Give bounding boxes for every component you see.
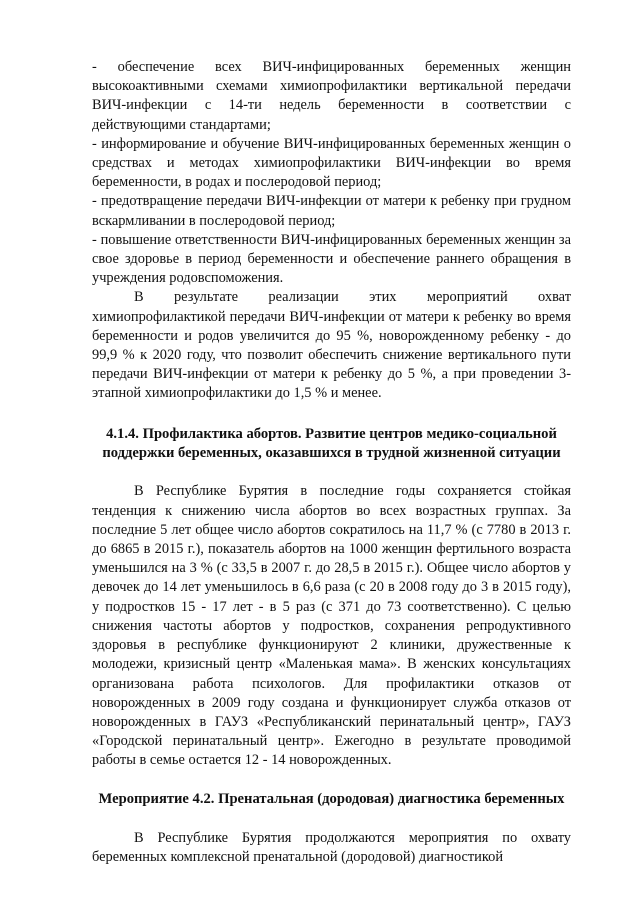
prenatal-diagnostics-paragraph: В Республике Бурятия продолжаются мероприятия по охвату беременных комплексной пренатальной (дородовой) диагностикой xyxy=(92,829,571,866)
list-item: - информирование и обучение ВИЧ-инфицированных беременных женщин о средствах и методах химиопрофилактики ВИЧ-инфекции во время беременности, в родах и послеродовой период; xyxy=(92,135,571,191)
list-item: - предотвращение передачи ВИЧ-инфекции от матери к ребенку при грудном вскармливании в послеродовой период; xyxy=(92,193,571,229)
abortion-prevention-paragraph: В Республике Бурятия в последние годы сохраняется стойкая тенденция к снижению числа абортов во всех возрастных группах. За последние 5 лет общее число абортов сократилось на 11,7 % (с 7780 в 2013 г. до 6865 в 2015 г.), показатель абортов на 1000 женщин фертильного возраста уменьшился на 3 % (с 33,5 в 2007 г. до 28,5 в 2015 г.). Общее число абортов у девочек до 14 лет уменьшилось в 6,6 раза (с 20 в 2008 году до 3 в 2015 году), у подростков 15 - 17 лет - в 5 раз (с 371 до 73 соответственно). С целью снижения частоты абортов у подростков, сохранения репродуктивного здоровья в республике функционируют 2 клиники, дружественные к молодежи, кризисный центр «Маленькая мама». В женских консультациях организована работа психологов. Для профилактики отказов от новорожденных в 2009 году создана и функционирует служба отказов от новорожденных в ГАУЗ «Республиканский перинатальный центр», ГАУЗ «Городской перинатальный центр». Ежегодно в результате проводимой работы в семье остается 12 - 14 новорожденных. xyxy=(92,483,571,769)
result-paragraph: В результате реализации этих мероприятий охват химиопрофилактикой передачи ВИЧ-инфекции от матери к ребенку во время беременности и родов увеличится до 95 %, новорожденному ребенку - до 99,9 % к 2020 году, что позволит обеспечить снижение вертикального пути передачи ВИЧ-инфекции от матери к ребенку до 5 %, а при проведении 3-этапной химиопрофилактики до 1,5 % и менее. xyxy=(92,289,571,402)
list-item: - повышение ответственности ВИЧ-инфицированных беременных женщин за свое здоровье в период беременности и обеспечение раннего обращения в учреждения родовспоможения. xyxy=(92,231,571,287)
section-heading-4-2: Мероприятие 4.2. Пренатальная (дородовая) диагностика беременных xyxy=(98,790,565,807)
document-page xyxy=(92,58,571,867)
list-item: - обеспечение всех ВИЧ-инфицированных беременных женщин высокоактивными схемами химиопрофилактики вертикальной передачи ВИЧ-инфекции с 14-ти недель беременности в соответствии с действующими стандартами; xyxy=(92,59,571,133)
section-heading-4-1-4: 4.1.4. Профилактика абортов. Развитие центров медико-социальной поддержки беременных, оказавшихся в трудной жизненной ситуации xyxy=(102,425,561,462)
